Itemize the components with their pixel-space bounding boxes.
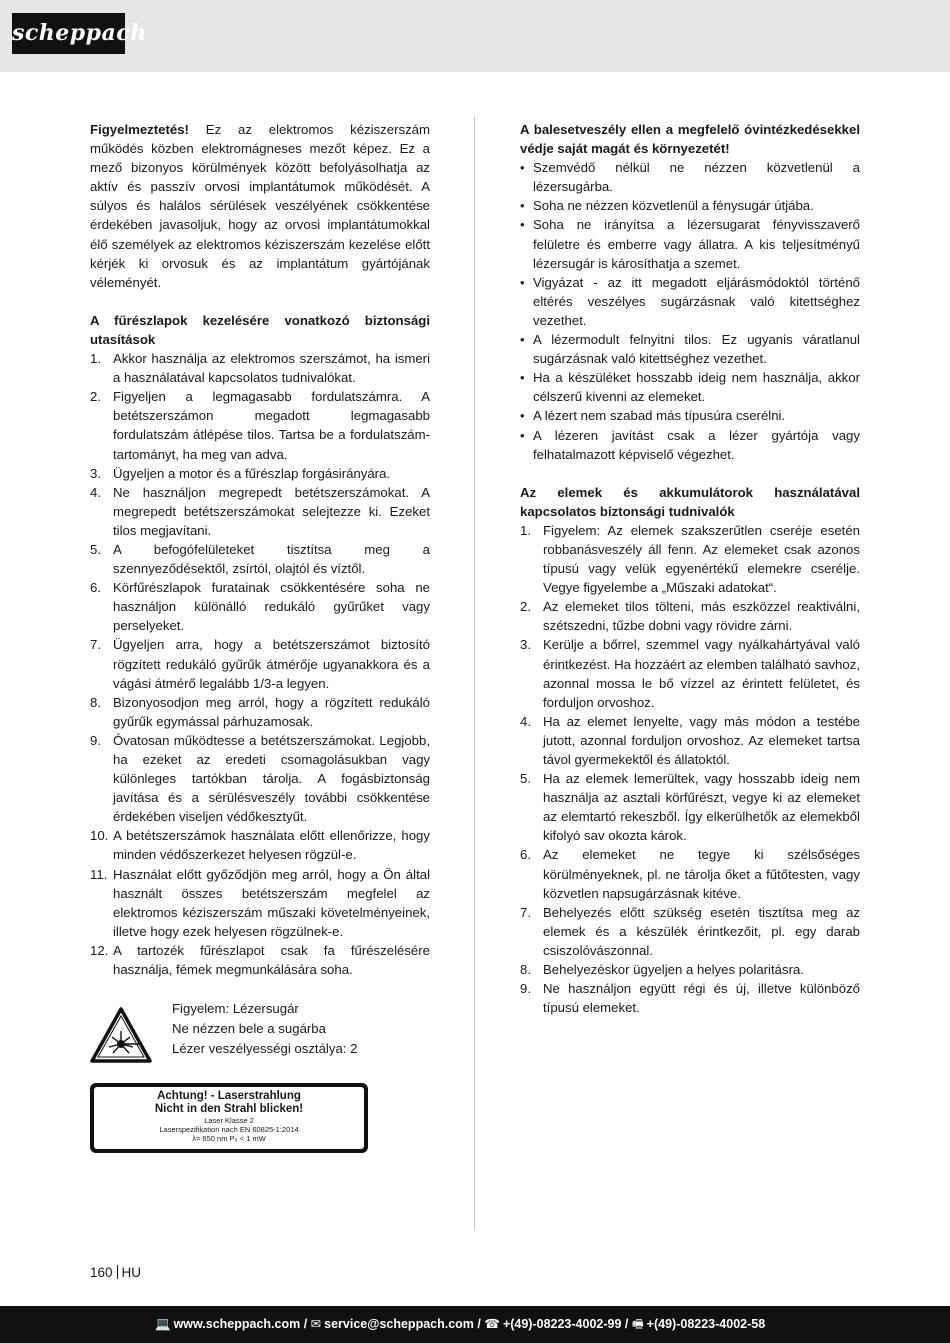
laser-safety-heading: A balesetveszély ellen a megfelelő óvintézkedésekkel védje saját magát és környezetét! bbox=[520, 122, 860, 157]
list-item: • Vigyázat - az itt megadott eljárásmódoktól történő eltérés veszélyes sugárzásnak való kitettséghez vezethet. bbox=[520, 274, 860, 328]
warning-label: Figyelmeztetés! bbox=[90, 122, 189, 137]
list-item: 8. Bizonyosodjon meg arról, hogy a rögzített redukáló gyűrűk egymással párhuzamosak. bbox=[90, 694, 430, 729]
laser-warning-block bbox=[90, 999, 430, 1069]
label-line: Achtung! - Laserstrahlung bbox=[157, 1090, 301, 1103]
warning-text: Ez az elektromos kéziszerszám működés közben elektromágneses mezőt képez. Ez a mező bizonyos körülmények között befolyásolhatja az aktív és passzív orvosi implantátumok működését. A súlyos és halálos sérülések veszélyének csökkentése érdekében javasoljuk, hogy az orvosi implantátumokkal élő személyek az elektromos kéziszerszám kezelése előtt kérjék ki orvosuk és az implantátum gyártójának véleményét. bbox=[90, 122, 430, 290]
right-column bbox=[520, 120, 860, 1017]
list-item: • Ha a készüléket hosszabb ideig nem használja, akkor célszerű kivenni az elemeket. bbox=[520, 370, 860, 405]
list-item: 11. Használat előtt győződjön meg arról, hogy a Ön által használt összes betétszerszám megfelel az elektromos kéziszerszám műszaki követelményeinek, illetve hogy ezek helyesen rögzülnek-e. bbox=[90, 866, 430, 939]
list-item: 6. Az elemeket ne tegye ki szélsőséges körülményeknek, pl. ne tárolja őket a fűtőtesten, vagy közvetlen napsugárzásnak kitéve. bbox=[520, 847, 860, 901]
laser-warning-icon bbox=[90, 1007, 152, 1063]
page-language: HU bbox=[121, 1265, 142, 1280]
list-item: 8. Behelyezéskor ügyeljen a helyes polaritásra. bbox=[520, 962, 804, 978]
list-item: 9. Ne használjon együtt régi és új, illetve különböző típusú elemeket. bbox=[520, 981, 860, 1016]
list-item: 7. Behelyezés előtt szükség esetén tisztítsa meg az elemek és a készülék érintkezőit, pl. egy darab csiszolóvászonnal. bbox=[520, 904, 860, 958]
list-item: 7. Ügyeljen arra, hogy a betétszerszámot biztosító rögzített redukáló gyűrűk átmérője ugyanakkora és a vágási átmérő legalább 1/3-a legyen. bbox=[90, 637, 430, 691]
column-divider bbox=[474, 115, 475, 1230]
page-number-value: 160 bbox=[90, 1265, 113, 1280]
saw-blade-heading: A fűrészlapok kezelésére vonatkozó biztonsági utasítások bbox=[90, 312, 430, 347]
list-item: 2. Figyeljen a legmagasabb fordulatszámra. A betétszerszámon megadott legmagasabb fordulatszám átlépése tilos. Tartsa be a fordulatszám-tartományt, ha meg van adva. bbox=[90, 389, 430, 462]
battery-safety-heading: Az elemek és akkumulátorok használatával kapcsolatos biztonsági tudnivalók bbox=[520, 484, 860, 519]
list-item: 4. Ne használjon megrepedt betétszerszámokat. A megrepedt betétszerszámokat selejtezze ki. Ezeket tilos megjavítani. bbox=[90, 484, 430, 538]
list-item: 1. Akkor használja az elektromos szerszámot, ha ismeri a használatával kapcsolatos tudnivalókat. bbox=[90, 351, 430, 386]
saw-blade-list bbox=[90, 349, 430, 979]
label-line: Laser Klasse 2 bbox=[204, 1116, 254, 1126]
fax-icon: 🖷 bbox=[631, 1317, 644, 1331]
list-item: 3. Kerülje a bőrrel, szemmel vagy nyálkahártyával való érintkezést. Ha hozzáért az elemben található savhoz, azonnal mossa le bő vízzel az érintett felületet, és forduljon orvoshoz. bbox=[520, 637, 860, 710]
list-item: • A lézeren javítást csak a lézer gyártója vagy felhatalmazott képviselő végezhet. bbox=[520, 427, 860, 462]
list-item: 5. A befogófelületeket tisztítsa meg a szennyeződésektől, zsírtól, olajtól és víztől. bbox=[90, 541, 430, 577]
battery-safety-list bbox=[520, 521, 860, 1017]
list-item: 12. A tartozék fűrészlapot csak fa fűrészelésére használja, fémek megmunkálására soha. bbox=[90, 942, 430, 978]
footer-email[interactable]: service@scheppach.com / bbox=[324, 1317, 481, 1331]
laser-line: Figyelem: Lézersugár bbox=[172, 1001, 299, 1017]
page-header bbox=[0, 0, 950, 72]
email-icon: ✉ bbox=[310, 1317, 322, 1331]
footer-fax: +(49)-08223-4002-58 bbox=[646, 1317, 766, 1331]
footer-web[interactable]: www.scheppach.com / bbox=[173, 1317, 308, 1331]
left-column bbox=[90, 120, 430, 1153]
page-footer bbox=[0, 1306, 950, 1343]
list-item: • A lézert nem szabad más típusúra cserélni. bbox=[520, 408, 786, 424]
list-item: 4. Ha az elemet lenyelte, vagy más módon a testébe jutott, azonnal forduljon orvoshoz. Az elemeket tartsa távol gyermekektől és állatoktól. bbox=[520, 713, 860, 767]
label-line: Laserspezifikation nach EN 60825-1:2014 bbox=[159, 1125, 299, 1135]
list-item: • Soha ne irányítsa a lézersugarat fényvisszaverő felületre és emberre vagy állatra. A kis teljesítményű lézersugár is károsíthatja a szemet. bbox=[520, 217, 860, 271]
list-item: 3. Ügyeljen a motor és a fűrészlap forgásirányára. bbox=[90, 465, 391, 481]
laser-line: Lézer veszélyességi osztálya: 2 bbox=[172, 1041, 358, 1057]
list-item: 5. Ha az elemek lemerültek, vagy hosszabb ideig nem használja az asztali körfűrészt, vegye ki az elemeket az elemtartó rekeszből. Így elkerülhetők az elemekből kifolyó sav okozta károk. bbox=[520, 771, 860, 844]
laser-class-label bbox=[90, 1083, 368, 1153]
list-item: 1. Figyelem: Az elemek szakszerűtlen cseréje esetén robbanásveszély áll fenn. Az elemeket csak azonos típusú vagy velük egyenértékű elemekre cserélje. Vegye figyelembe a „Műszaki adatokat“. bbox=[520, 522, 860, 596]
laser-warning-text bbox=[172, 999, 357, 1059]
list-item: 9. Óvatosan működtesse a betétszerszámokat. Legjobb, ha ezeket az eredeti csomagolásukban vagy különleges tartókban tárolja. A fogásbiztonság javítása és a sérülésveszély további csökkentése érdekében viseljen védőkesztyűt. bbox=[90, 732, 430, 825]
emf-warning-paragraph bbox=[90, 120, 430, 292]
computer-icon: 💻 bbox=[155, 1317, 171, 1331]
list-item: 2. Az elemeket tilos tölteni, más eszközzel reaktiválni, szétszedni, tűzbe dobni vagy rövidre zárni. bbox=[520, 599, 860, 634]
list-item: • A lézermodult felnyitni tilos. Ez ugyanis váratlanul sugárzásnak való kitettséghez vezethet. bbox=[520, 332, 860, 367]
list-item: 10. A betétszerszámok használata előtt ellenőrizze, hogy minden védőszerkezet helyesen rögzül-e. bbox=[90, 828, 430, 863]
list-item: • Szemvédő nélkül ne nézzen közvetlenül a lézersugárba. bbox=[520, 160, 860, 195]
phone-icon: ☎ bbox=[484, 1317, 500, 1331]
footer-phone: +(49)-08223-4002-99 / bbox=[502, 1317, 629, 1331]
label-line: λ= 650 nm P₀ < 1 mW bbox=[192, 1134, 266, 1144]
laser-line: Ne nézzen bele a sugárba bbox=[172, 1021, 326, 1037]
list-item: • Soha ne nézzen közvetlenül a fénysugár útjába. bbox=[520, 198, 814, 214]
laser-safety-list bbox=[520, 158, 860, 464]
page-number bbox=[90, 1265, 141, 1280]
brand-logo: scheppach bbox=[12, 13, 125, 54]
list-item: 6. Körfűrészlapok furatainak csökkentésére soha ne használjon különálló redukáló gyűrűket vagy perselyeket. bbox=[90, 580, 430, 634]
label-line: Nicht in den Strahl blicken! bbox=[154, 1103, 304, 1116]
